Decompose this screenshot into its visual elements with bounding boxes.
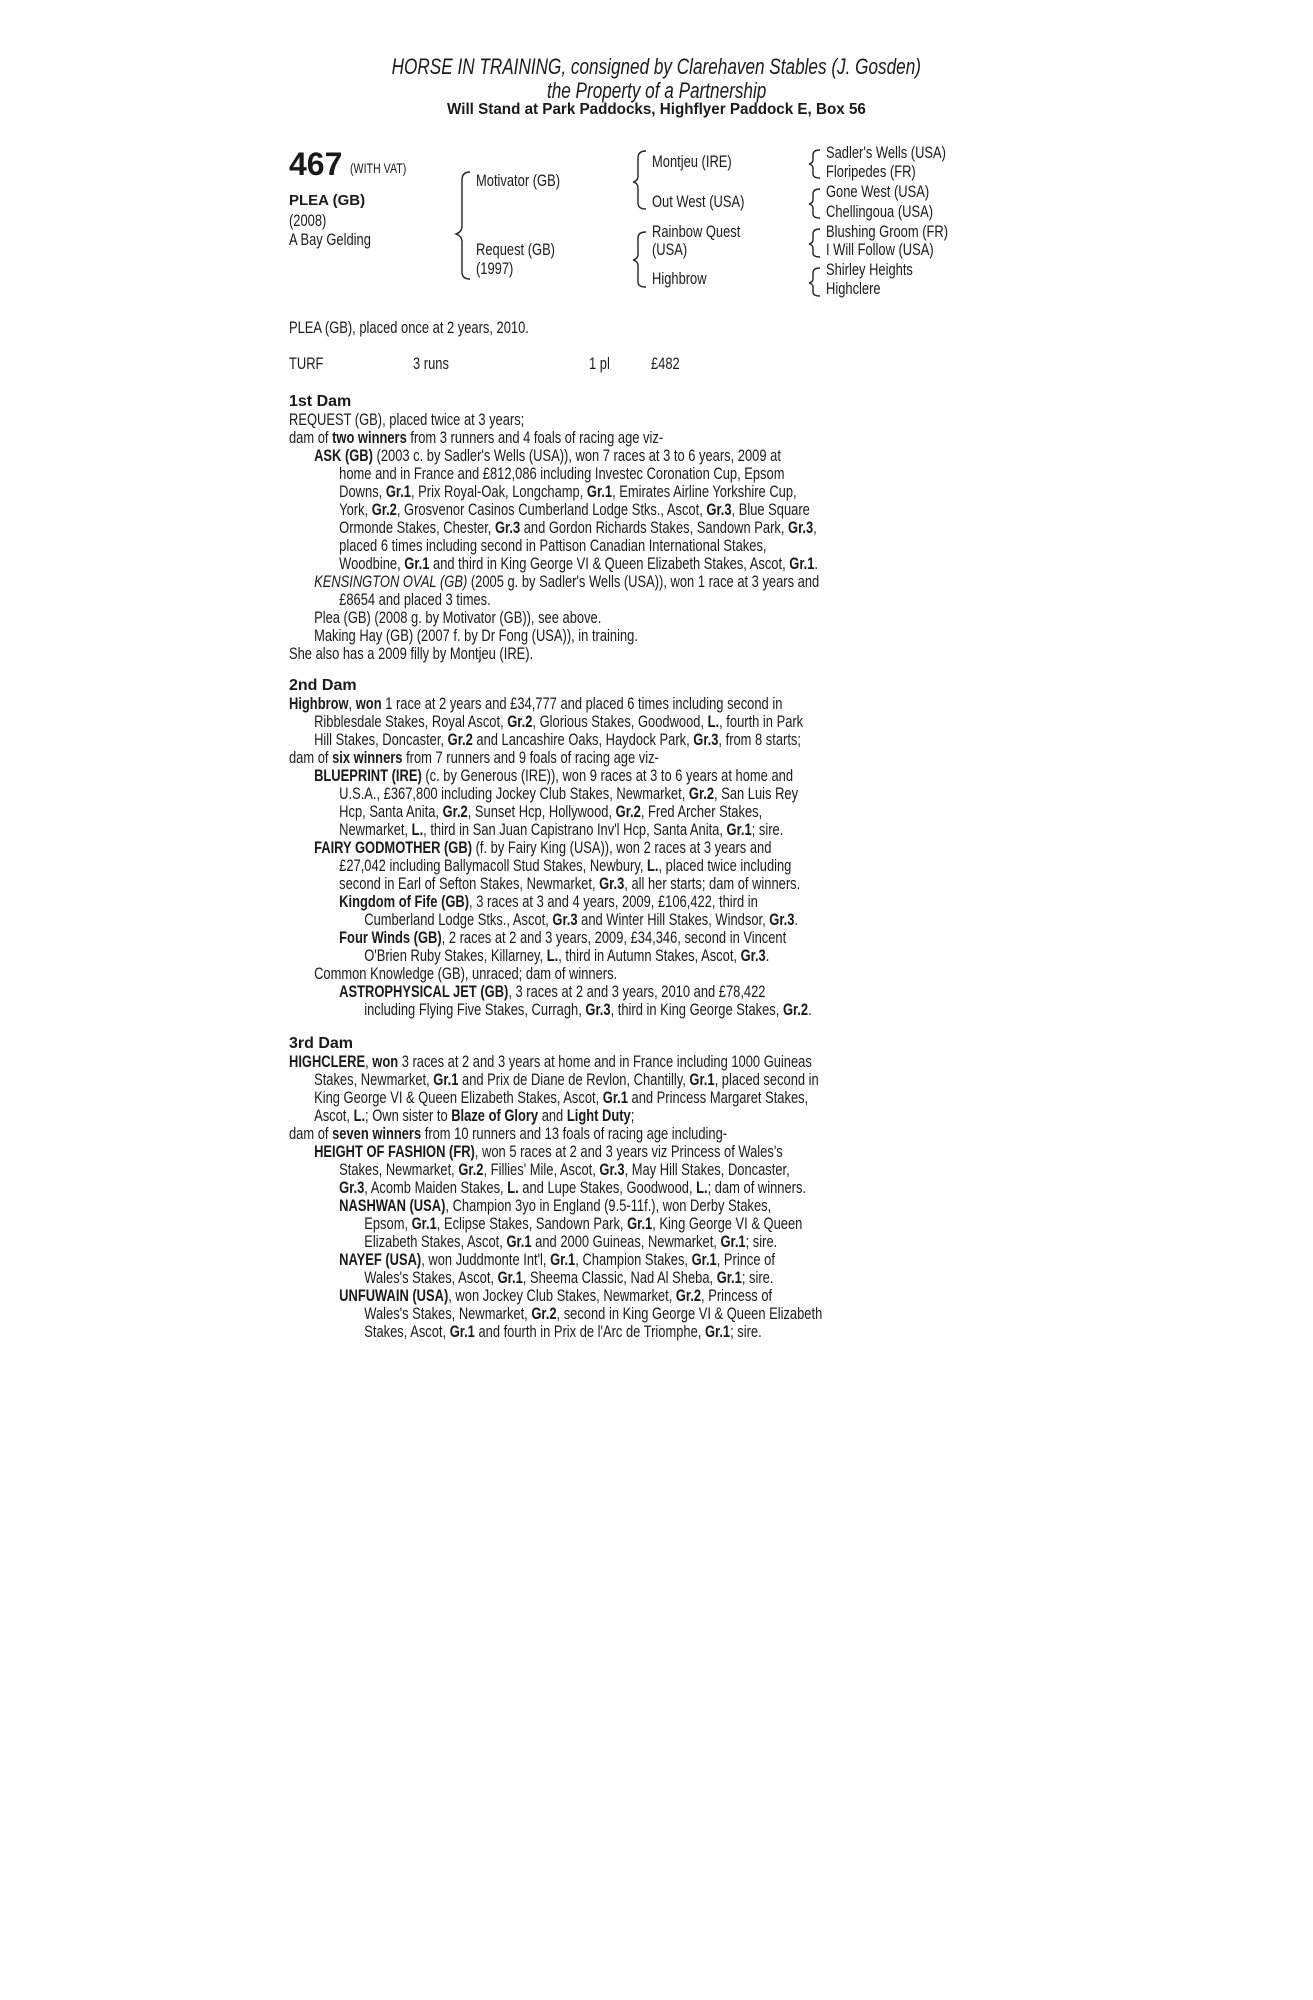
race-summary: PLEA (GB), placed once at 2 years, 2010. bbox=[289, 318, 529, 337]
text-line: Plea (GB) (2008 g. by Motivator (GB)), see above. bbox=[314, 608, 602, 627]
text-line: KENSINGTON OVAL (GB) (2005 g. by Sadler's Wells (USA)), won 1 race at 3 years and bbox=[314, 572, 820, 591]
ownership-heading: the Property of a Partnership bbox=[546, 78, 767, 103]
dams-sire-line1: Rainbow Quest bbox=[652, 222, 741, 241]
text-line: U.S.A., £367,800 including Jockey Club Stakes, Newmarket, Gr.2, San Luis Rey bbox=[339, 784, 799, 803]
text-line: £8654 and placed 3 times. bbox=[339, 590, 491, 609]
text-line: HIGHCLERE, won 3 races at 2 and 3 years at home and in France including 1000 Guineas bbox=[289, 1052, 812, 1071]
text-line: FAIRY GODMOTHER (GB) (f. by Fairy King (USA)), won 2 races at 3 years and bbox=[314, 838, 772, 857]
vat-note: (WITH VAT) bbox=[350, 160, 407, 176]
text-line: dam of seven winners from 10 runners and 13 foals of racing age including- bbox=[289, 1124, 728, 1143]
text-line: Elizabeth Stakes, Ascot, Gr.1 and 2000 Guineas, Newmarket, Gr.1; sire. bbox=[364, 1232, 778, 1251]
text-line: Stakes, Newmarket, Gr.1 and Prix de Diane de Revlon, Chantilly, Gr.1, placed second in bbox=[314, 1070, 819, 1089]
text-line: BLUEPRINT (IRE) (c. by Generous (IRE)), won 9 races at 3 to 6 years at home and bbox=[314, 766, 794, 785]
text-line: Downs, Gr.1, Prix Royal-Oak, Longchamp, Gr.1, Emirates Airline Yorkshire Cup, bbox=[339, 482, 797, 501]
text-line: UNFUWAIN (USA), won Jockey Club Stakes, Newmarket, Gr.2, Princess of bbox=[339, 1286, 773, 1305]
text-line: Hill Stakes, Doncaster, Gr.2 and Lancashire Oaks, Haydock Park, Gr.3, from 8 starts; bbox=[314, 730, 801, 749]
text-line: Stakes, Ascot, Gr.1 and fourth in Prix de l'Arc de Triomphe, Gr.1; sire. bbox=[364, 1322, 762, 1341]
text-line: NAYEF (USA), won Juddmonte Int'l, Gr.1, Champion Stakes, Gr.1, Prince of bbox=[339, 1250, 775, 1269]
third-dam-heading: 3rd Dam bbox=[289, 1035, 354, 1052]
dams-sire-line2: (USA) bbox=[652, 240, 688, 259]
pedigree-blushing-groom: Blushing Groom (FR) bbox=[826, 222, 949, 241]
text-line: Ascot, L.; Own sister to Blaze of Glory and Light Duty; bbox=[314, 1106, 635, 1125]
brace-sadlers-wells bbox=[809, 150, 820, 178]
dam-line-brace bbox=[633, 232, 646, 287]
text-line: Newmarket, L., third in San Juan Capistrano Inv'l Hcp, Santa Anita, Gr.1; sire. bbox=[339, 820, 784, 839]
record-placings: 1 pl bbox=[589, 354, 610, 373]
second-dam-text bbox=[289, 695, 1072, 1019]
consignor-heading: HORSE IN TRAINING, consigned by Clarehaven Stables (J. Gosden) bbox=[391, 54, 922, 79]
horse-name: PLEA (GB) bbox=[289, 192, 366, 209]
pedigree-i-will-follow: I Will Follow (USA) bbox=[826, 240, 934, 259]
text-line: She also has a 2009 filly by Montjeu (IRE). bbox=[289, 644, 534, 663]
text-line: Highbrow, won 1 race at 2 years and £34,777 and placed 6 times including second in bbox=[289, 694, 783, 713]
sires-dam: Out West (USA) bbox=[652, 192, 745, 211]
text-line: home and in France and £812,086 including Investec Coronation Cup, Epsom bbox=[339, 464, 785, 483]
text-line: dam of six winners from 7 runners and 9 foals of racing age viz- bbox=[289, 748, 659, 767]
text-line: including Flying Five Stakes, Curragh, Gr.3, third in King George Stakes, Gr.2. bbox=[364, 1000, 812, 1019]
text-line: Wales's Stakes, Ascot, Gr.1, Sheema Classic, Nad Al Sheba, Gr.1; sire. bbox=[364, 1268, 774, 1287]
text-line: placed 6 times including second in Pattison Canadian International Stakes, bbox=[339, 536, 767, 555]
text-line: Wales's Stakes, Newmarket, Gr.2, second in King George VI & Queen Elizabeth bbox=[364, 1304, 823, 1323]
text-line: York, Gr.2, Grosvenor Casinos Cumberland Lodge Stks., Ascot, Gr.3, Blue Square bbox=[339, 500, 810, 519]
sires-sire: Montjeu (IRE) bbox=[652, 152, 732, 171]
second-dam-heading: 2nd Dam bbox=[289, 677, 357, 694]
sire-dam-brace bbox=[456, 172, 470, 279]
text-line: Stakes, Newmarket, Gr.2, Fillies' Mile, Ascot, Gr.3, May Hill Stakes, Doncaster, bbox=[339, 1160, 790, 1179]
text-line: Cumberland Lodge Stks., Ascot, Gr.3 and Winter Hill Stakes, Windsor, Gr.3. bbox=[364, 910, 799, 929]
horse-description: A Bay Gelding bbox=[289, 230, 371, 249]
text-line: ASTROPHYSICAL JET (GB), 3 races at 2 and 3 years, 2010 and £78,422 bbox=[339, 982, 766, 1001]
first-dam-text bbox=[289, 411, 1072, 663]
third-dam-text bbox=[289, 1053, 1072, 1341]
pedigree-shirley-heights: Shirley Heights bbox=[826, 260, 913, 279]
brace-blushing-groom bbox=[809, 229, 820, 257]
dams-dam: Highbrow bbox=[652, 269, 707, 288]
sire-name: Motivator (GB) bbox=[476, 171, 561, 190]
text-line: Epsom, Gr.1, Eclipse Stakes, Sandown Park, Gr.1, King George VI & Queen bbox=[364, 1214, 803, 1233]
brace-shirley-heights bbox=[809, 268, 820, 296]
text-line: dam of two winners from 3 runners and 4 foals of racing age viz- bbox=[289, 428, 664, 447]
brace-gone-west bbox=[809, 189, 820, 218]
dam-year: (1997) bbox=[476, 259, 514, 278]
text-line: NASHWAN (USA), Champion 3yo in England (9.5-11f.), won Derby Stakes, bbox=[339, 1196, 772, 1215]
text-line: Four Winds (GB), 2 races at 2 and 3 years, 2009, £34,346, second in Vincent bbox=[339, 928, 787, 947]
text-line: HEIGHT OF FASHION (FR), won 5 races at 2 and 3 years viz Princess of Wales's bbox=[314, 1142, 783, 1161]
pedigree-sadlers-wells: Sadler's Wells (USA) bbox=[826, 143, 946, 162]
first-dam-heading: 1st Dam bbox=[289, 393, 352, 410]
text-line: second in Earl of Sefton Stakes, Newmarket, Gr.3, all her starts; dam of winners. bbox=[339, 874, 801, 893]
text-line: Hcp, Santa Anita, Gr.2, Sunset Hcp, Hollywood, Gr.2, Fred Archer Stakes, bbox=[339, 802, 763, 821]
text-line: Ormonde Stakes, Chester, Gr.3 and Gordon Richards Stakes, Sandown Park, Gr.3, bbox=[339, 518, 817, 537]
lot-number: 467 bbox=[289, 146, 343, 182]
text-line: O'Brien Ruby Stakes, Killarney, L., third in Autumn Stakes, Ascot, Gr.3. bbox=[364, 946, 770, 965]
pedigree-floripedes: Floripedes (FR) bbox=[826, 162, 916, 181]
text-line: ASK (GB) (2003 c. by Sadler's Wells (USA)), won 7 races at 3 to 6 years, 2009 at bbox=[314, 446, 781, 465]
text-line: Woodbine, Gr.1 and third in King George VI & Queen Elizabeth Stakes, Ascot, Gr.1. bbox=[339, 554, 819, 573]
text-line: Making Hay (GB) (2007 f. by Dr Fong (USA)), in training. bbox=[314, 626, 638, 645]
record-runs: 3 runs bbox=[413, 354, 449, 373]
pedigree-gone-west: Gone West (USA) bbox=[826, 182, 930, 201]
text-line: REQUEST (GB), placed twice at 3 years; bbox=[289, 410, 525, 429]
stand-location: Will Stand at Park Paddocks, Highflyer Paddock E, Box 56 bbox=[447, 101, 866, 118]
text-line: Kingdom of Fife (GB), 3 races at 3 and 4 years, 2009, £106,422, third in bbox=[339, 892, 758, 911]
pedigree-chellingoua: Chellingoua (USA) bbox=[826, 202, 934, 221]
sire-line-brace bbox=[633, 151, 646, 209]
record-earnings: £482 bbox=[651, 354, 680, 373]
text-line: Gr.3, Acomb Maiden Stakes, L. and Lupe Stakes, Goodwood, L.; dam of winners. bbox=[339, 1178, 807, 1197]
record-surface: TURF bbox=[289, 354, 324, 373]
pedigree-highclere: Highclere bbox=[826, 279, 881, 298]
foaling-year: (2008) bbox=[289, 211, 327, 230]
text-line: Common Knowledge (GB), unraced; dam of winners. bbox=[314, 964, 618, 983]
text-line: £27,042 including Ballymacoll Stud Stakes, Newbury, L., placed twice including bbox=[339, 856, 792, 875]
text-line: Ribblesdale Stakes, Royal Ascot, Gr.2, Glorious Stakes, Goodwood, L., fourth in Park bbox=[314, 712, 804, 731]
text-line: King George VI & Queen Elizabeth Stakes, Ascot, Gr.1 and Princess Margaret Stakes, bbox=[314, 1088, 809, 1107]
dam-name: Request (GB) bbox=[476, 240, 555, 259]
